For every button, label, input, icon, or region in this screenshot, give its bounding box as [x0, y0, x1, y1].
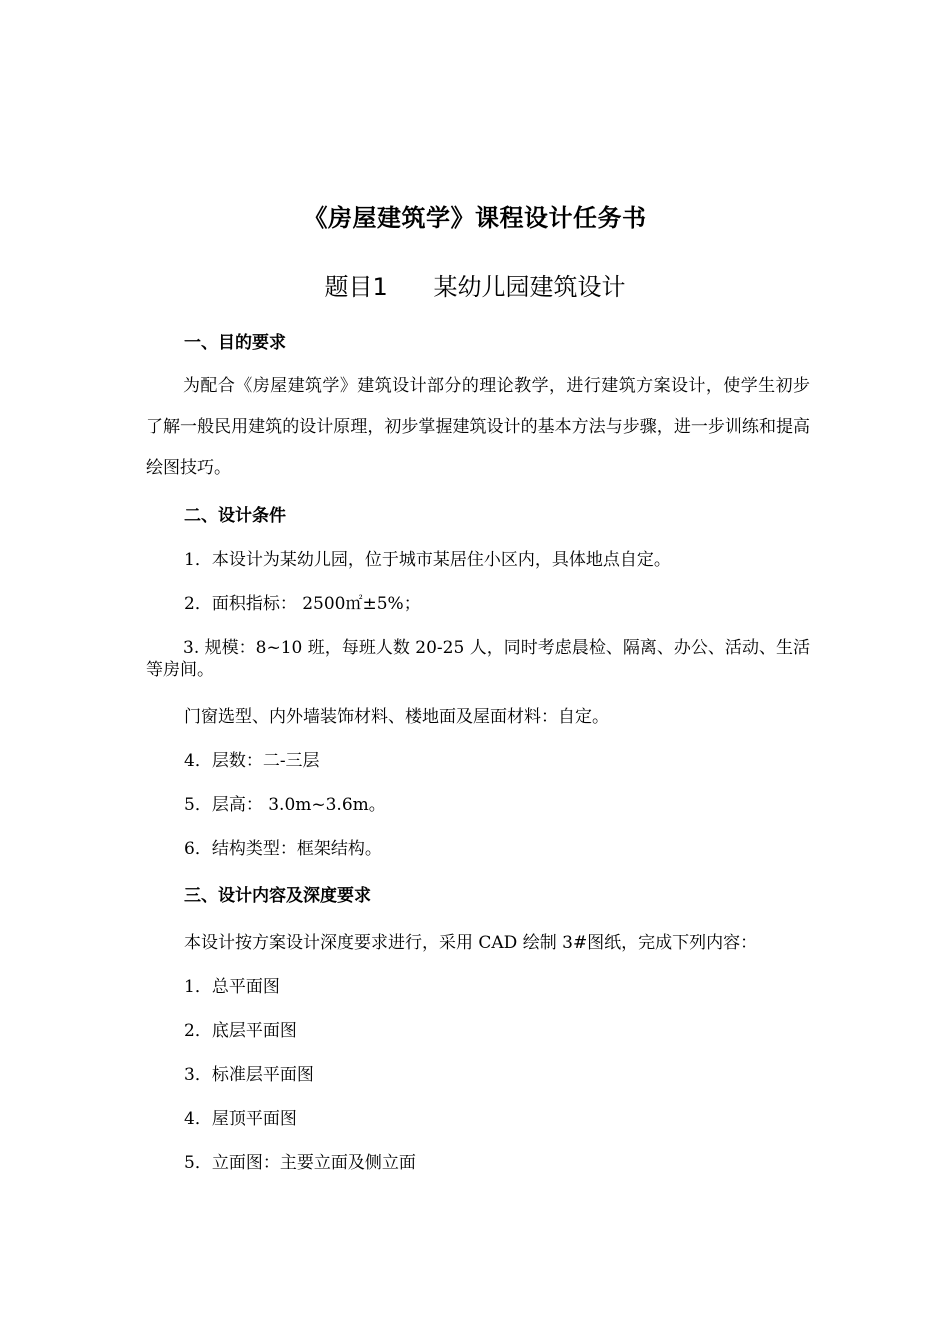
condition-item-floor-height: 5．层高： 3.0m~3.6m。: [184, 795, 386, 815]
document-title: 《房屋建筑学》课程设计任务书: [303, 204, 647, 232]
document-subtitle: 题目1 某幼儿园建筑设计: [324, 273, 626, 301]
condition-item-structure: 6．结构类型：框架结构。: [184, 839, 382, 859]
condition-note-materials: 门窗选型、内外墙装饰材料、楼地面及屋面材料：自定。: [184, 707, 609, 727]
content-intro: 本设计按方案设计深度要求进行，采用 CAD 绘制 3#图纸，完成下列内容：: [184, 933, 758, 953]
condition-item-scale: 3. 规模：8~10 班，每班人数 20-25 人，同时考虑晨检、隔离、办公、活动、生活等房间。: [146, 638, 810, 680]
section-heading-conditions: 二、设计条件: [184, 506, 286, 526]
objectives-paragraph: 为配合《房屋建筑学》建筑设计部分的理论教学，进行建筑方案设计，使学生初步了解一般民用建筑的设计原理，初步掌握建筑设计的基本方法与步骤，进一步训练和提高绘图技巧。: [146, 376, 810, 478]
condition-item-area: 2．面积指标： 2500㎡±5%；: [184, 594, 421, 614]
condition-item-location: 1．本设计为某幼儿园，位于城市某居住小区内，具体地点自定。: [184, 550, 671, 570]
content-item-typical-floor-plan: 3．标准层平面图: [184, 1065, 314, 1085]
condition-item-floors: 4．层数：二-三层: [184, 751, 320, 771]
content-item-roof-plan: 4．屋顶平面图: [184, 1109, 297, 1129]
content-item-ground-floor-plan: 2．底层平面图: [184, 1021, 297, 1041]
content-item-site-plan: 1．总平面图: [184, 977, 280, 997]
section-heading-content: 三、设计内容及深度要求: [184, 886, 371, 906]
content-item-elevations: 5．立面图：主要立面及侧立面: [184, 1153, 416, 1173]
section-heading-objectives: 一、目的要求: [184, 333, 286, 353]
